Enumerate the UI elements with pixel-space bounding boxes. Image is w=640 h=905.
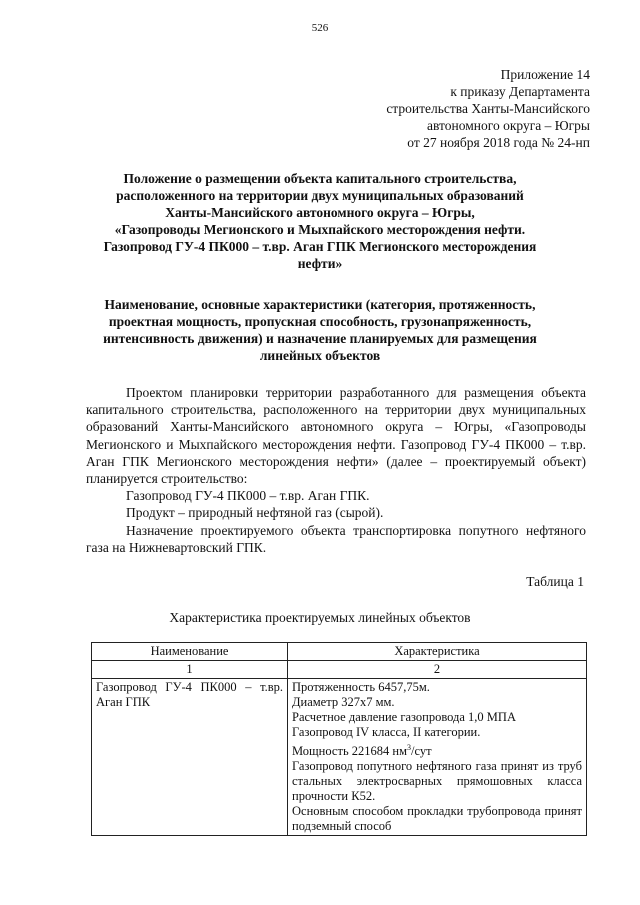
title-line: расположенного на территории двух муниципальных образований (116, 188, 524, 203)
table-number: Таблица 1 (526, 574, 584, 589)
class-value: Газопровод IV класса, II категории. (292, 725, 481, 739)
pipes-description: Газопровод попутного нефтяного газа принят из труб стальных электросварных прямошовных класса прочности К52. (292, 759, 582, 804)
header-name: Наименование (92, 643, 288, 661)
heading-line: Наименование, основные характеристики (категория, протяженность, (104, 297, 536, 312)
title-line: «Газопроводы Мегионского и Мыхпайского месторождения нефти. (114, 222, 526, 237)
column-number-row (92, 661, 587, 679)
page-number: 526 (311, 22, 329, 34)
title-line: Ханты-Мансийского автономного округа – Югры, (165, 205, 475, 220)
table-caption: Характеристика проектируемых линейных объектов (169, 610, 471, 625)
appendix-line: Приложение 14 (500, 67, 590, 82)
object-name: Газопровод ГУ-4 ПК000 – т.вр. Аган ГПК (92, 679, 288, 836)
paragraph: Газопровод ГУ-4 ПК000 – т.вр. Аган ГПК. (126, 488, 370, 504)
column-number: 1 (92, 661, 288, 679)
title-line: Газопровод ГУ-4 ПК000 – т.вр. Аган ГПК Мегионского месторождения (103, 239, 537, 254)
heading-line: проектная мощность, пропускная способность, грузонапряженность, (108, 314, 532, 329)
title-line: Положение о размещении объекта капитального строительства, (123, 171, 517, 186)
appendix-line: от 27 ноября 2018 года № 24-нп (407, 135, 590, 150)
paragraph: Продукт – природный нефтяной газ (сырой). (126, 505, 384, 521)
table-row (92, 679, 587, 836)
appendix-line: автономного округа – Югры (427, 118, 590, 133)
characteristics-table (91, 642, 587, 836)
column-number: 2 (288, 661, 587, 679)
section-heading (70, 296, 570, 364)
object-characteristics (288, 679, 587, 836)
title-line: нефти» (297, 256, 343, 271)
length-value: Протяженность 6457,75м. (292, 680, 430, 694)
appendix-line: к приказу Департамента (450, 84, 590, 99)
capacity-text: Мощность 221684 нм (292, 744, 407, 759)
pressure-value: Расчетное давление газопровода 1,0 МПА (292, 710, 516, 724)
capacity-superscript: 3 (407, 743, 411, 752)
capacity-unit: /сут (411, 744, 432, 759)
table-header-row (92, 643, 587, 661)
body-text (86, 384, 586, 556)
capacity-value (292, 740, 582, 759)
paragraph: Назначение проектируемого объекта транспортировка попутного нефтяного газа на Нижневартовский ГПК. (86, 522, 586, 555)
document-title (70, 170, 570, 272)
header-characteristic: Характеристика (288, 643, 587, 661)
paragraph: Проектом планировки территории разработанного для размещения объекта капитального строительства, расположенного на территории двух муниципальных образований Ханты-Мансийского автономного округа – Югры, «Газопроводы Мегионского и Мыхпайского месторождения нефти. Газопровод ГУ-4 ПК000 – т.вр. Аган ГПК Мегионского месторождения нефти» (далее – проектируемый объект) планируется строительство: (86, 385, 586, 487)
diameter-value: Диаметр 327х7 мм. (292, 695, 395, 709)
appendix-line: строительства Ханты-Мансийского (386, 101, 590, 116)
laying-description: Основным способом прокладки трубопровода принят подземный способ (292, 804, 582, 834)
appendix-header (386, 66, 590, 151)
heading-line: интенсивность движения) и назначение планируемых для размещения (103, 331, 537, 346)
heading-line: линейных объектов (259, 348, 381, 363)
